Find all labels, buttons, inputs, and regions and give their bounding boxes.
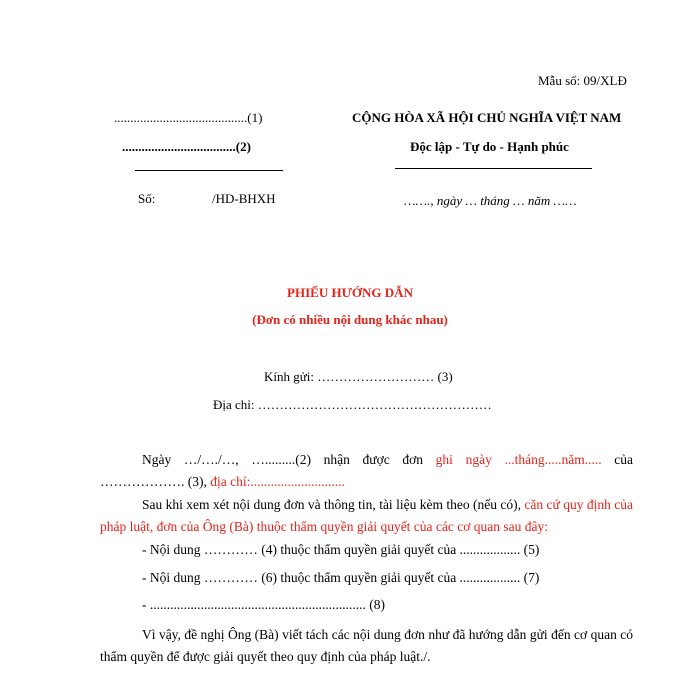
recipient-address: Địa chỉ: ……………………………………………… — [213, 397, 492, 412]
agency-line-2: ...................................(2) — [122, 139, 251, 154]
content-item-3: - ................................................................ (8) — [142, 597, 385, 612]
document-number-suffix: /HD-BHXH — [212, 191, 276, 206]
paragraph-1-text-b: của ………………. (3), — [100, 452, 634, 489]
content-item-2: - Nội dung ………… (6) thuộc thẩm quyền giải quyết của .................. (7) — [142, 570, 540, 585]
paragraph-1-address-highlight: địa chỉ:............................ — [210, 474, 345, 489]
agency-line-1: .........................................(1) — [114, 110, 263, 125]
document-title: PHIẾU HƯỚNG DẪN — [287, 285, 413, 300]
left-header-divider — [135, 170, 283, 171]
body-paragraph-2 — [100, 494, 633, 538]
document-number-label: Số: — [138, 191, 156, 206]
country-name: CỘNG HÒA XÃ HỘI CHỦ NGHĨA VIỆT NAM — [352, 110, 622, 125]
form-code: Mẫu số: 09/XLĐ — [538, 73, 627, 88]
paragraph-2-text: Sau khi xem xét nội dung đơn và thông tin, tài liệu kèm theo (nếu có), — [142, 497, 525, 512]
document-subtitle: (Đơn có nhiều nội dung khác nhau) — [252, 312, 448, 327]
date-line: ……., ngày … tháng … năm …… — [404, 193, 577, 208]
national-motto: Độc lập - Tự do - Hạnh phúc — [410, 139, 569, 154]
recipient-line: Kính gửi: ……………………… (3) — [264, 369, 453, 384]
body-paragraph-1 — [100, 449, 633, 493]
paragraph-1-date-highlight: ghi ngày ...tháng.....năm..... — [435, 452, 602, 467]
body-paragraph-3: Vì vậy, đề nghị Ông (Bà) viết tách các nội dung đơn như đã hướng dẫn gửi đến cơ quan có thẩm quyền để được giải quyết theo quy định của pháp luật./. — [100, 627, 633, 664]
right-header-divider — [395, 168, 592, 169]
paragraph-1-text-a: Ngày …/…./…, ….........(2) nhận được đơn — [142, 452, 436, 467]
content-item-1: - Nội dung ………… (4) thuộc thẩm quyền giải quyết của .................. (5) — [142, 542, 540, 557]
paragraph-2-highlight: căn cứ quy định của pháp luật, đơn của Ông (Bà) thuộc thẩm quyền giải quyết của các cơ quan sau đây: — [100, 497, 633, 534]
